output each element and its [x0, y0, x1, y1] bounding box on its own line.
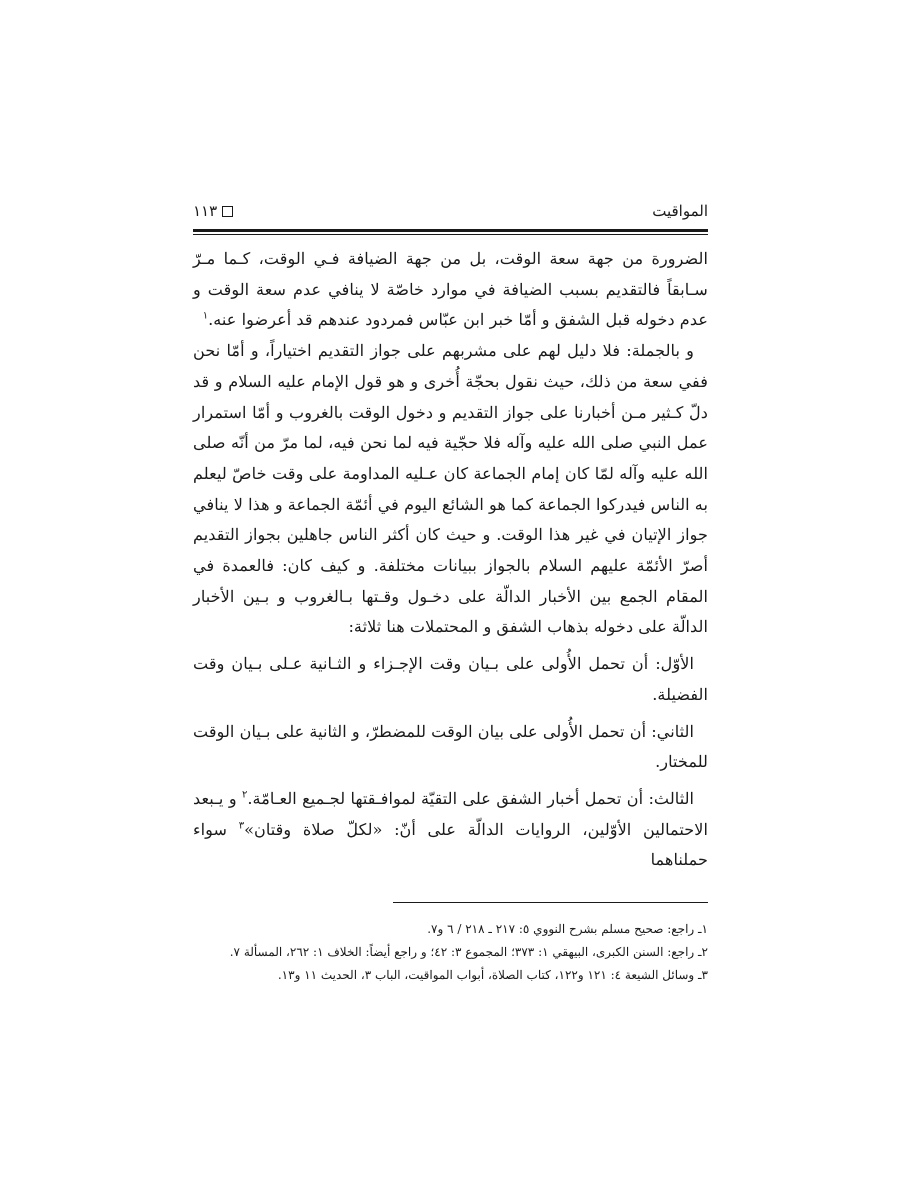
header-rule-thin	[193, 234, 708, 235]
footnote-marker-1: ١	[202, 311, 209, 323]
footnote-1: ١ـ راجع: صحيح مسلم بشرح النووي ٥: ٢١٧ ـ ٢١٨ / ٦ و٧.	[427, 922, 708, 936]
footnote-marker-2: ٢	[242, 789, 248, 801]
page-number: ١١٣	[193, 202, 218, 220]
footnote-3: ٣ـ وسائل الشيعة ٤: ١٢١ و١٢٢، كتاب الصلاة، أبواب المواقيت، الباب ٣، الحديث ١١ و١٣.	[277, 968, 708, 982]
paragraph-3: الأوّل: أن تحمل الأُولى على بـيان وقت الإجـزاء و الثـانية عـلى بـيان وقت الفضيلة.	[193, 654, 708, 704]
square-ornament-icon	[222, 206, 233, 217]
paragraph-2: و بالجملة: فلا دليل لهم على مشربهم على جواز التقديم اختياراً، و أمّا نحن ففي سعة من ذلك، حيث نقول بحجّة أُخرى و هو قول الإمام عليه السلام و قد دلّ كـثير مـن أخبارنا على جواز التقديم و دخول الوقت بالغروب و أمّا استمرار عمل النبي صلى الله عليه وآله فلا حجّية فيه لما نحن فيه، لما مرّ من أنّه صلى الله عليه وآله لمّا كان إمام الجماعة كان عـليه المداومة على وقت خاصّ ليعلم به الناس فيدركوا الجماعة كما هو الشائع اليوم في أئمّة الجماعة و هذا لا ينافي جواز الإتيان في غير هذا الوقت. و حيث كان أكثر الناس جاهلين بجواز التقديم أصرّ الأئمّة عليهم السلام بالجواز ببيانات مختلفة. و كيف كان: فالعمدة في المقام الجمع بين الأخبار الدالّة على دخـول وقـتها بـالغروب و بـين الأخبار الدالّة على دخوله بذهاب الشفق و المحتملات هنا ثلاثة:	[193, 341, 708, 637]
footnote-rule	[393, 902, 708, 903]
chapter-title: المواقيت	[652, 202, 708, 220]
footnote-marker-3: ٣	[238, 820, 245, 832]
paragraph-5: الثالث: أن تحمل أخبار الشفق على التقيّة لموافـقتها لجـميع العـامّة.$^٢$ و يـبعد الاحتمالين الأوّلين، الروايات الدالّة على أنّ: «لكلّ صلاة وقتان»$^٣$ سواء حملناهما	[193, 788, 708, 870]
paragraph-4: الثاني: أن تحمل الأُولى على بيان الوقت للمضطرّ، و الثانية على بـيان الوقت للمختار.	[193, 721, 708, 772]
header-rule-thick	[193, 229, 708, 232]
running-header	[193, 198, 708, 226]
page-number-block	[193, 202, 233, 220]
main-text	[193, 244, 708, 876]
footnote-2: ٢ـ راجع: السنن الكبرى، البيهقي ١: ٣٧٣؛ المجموع ٣: ٤٢؛ و راجع أيضاً: الخلاف ١: ٢٦٢، المسألة ٧.	[229, 945, 708, 959]
paragraph-1: الضرورة من جهة سعة الوقت، بل من جهة الضيافة فـي الوقت، كـما مـرّ سـابقاً فالتقديم بسبب الضيافة في موارد خاصّة لا ينافي عدم سعة الوقت و عدم دخوله قبل الشفق و أمّا خبر ابن عبّاس فمردود عندهم قد أعرضوا عنه.$^١$	[193, 249, 708, 330]
footnotes	[193, 918, 708, 987]
